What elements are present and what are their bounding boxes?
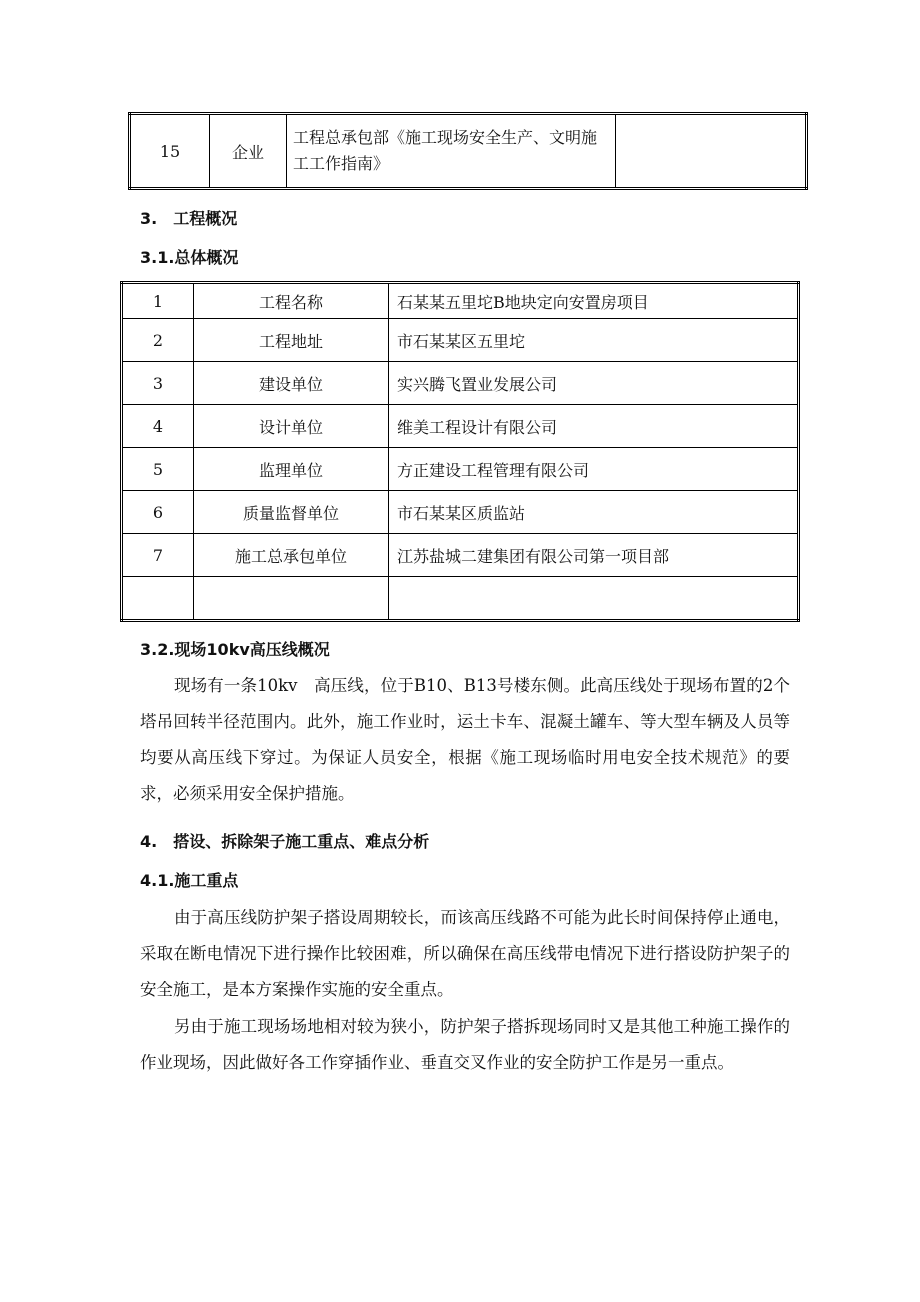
section-4-1-paragraph-1: 由于高压线防护架子搭设周期较长，而该高压线路不可能为此长时间保持停止通电，采取在断电情况下进行操作比较困难，所以确保在高压线带电情况下进行搭设防护架子的安全施工，是本方案操作实施的安全重点。 xyxy=(140,908,790,999)
cell-key: 建设单位 xyxy=(194,362,389,405)
cell-value: 市石某某区五里坨 xyxy=(389,319,799,362)
cell-value: 市石某某区质监站 xyxy=(389,491,799,534)
section-4-heading: 4. 搭设、拆除架子施工重点、难点分析 xyxy=(140,832,430,851)
row-note xyxy=(616,114,807,189)
section-4-1-heading: 4.1.施工重点 xyxy=(140,871,239,890)
cell-key: 设计单位 xyxy=(194,405,389,448)
cell-key: 工程名称 xyxy=(194,283,389,319)
cell-key: 施工总承包单位 xyxy=(194,534,389,577)
table-row xyxy=(122,362,799,405)
cell-num: 1 xyxy=(122,283,194,319)
cell-num xyxy=(122,577,194,621)
cell-value: 实兴腾飞置业发展公司 xyxy=(389,362,799,405)
row-type: 企业 xyxy=(210,114,287,189)
table-row xyxy=(122,491,799,534)
row-text: 工程总承包部《施工现场安全生产、文明施工工作指南》 xyxy=(287,114,616,189)
cell-value: 维美工程设计有限公司 xyxy=(389,405,799,448)
cell-key: 质量监督单位 xyxy=(194,491,389,534)
section-4-1-paragraph-2: 另由于施工现场场地相对较为狭小，防护架子搭拆现场同时又是其他工种施工操作的作业现场，因此做好各工作穿插作业、垂直交叉作业的安全防护工作是另一重点。 xyxy=(140,1017,790,1072)
table-row xyxy=(122,534,799,577)
overview-table xyxy=(120,281,800,622)
cell-value xyxy=(389,577,799,621)
cell-num: 3 xyxy=(122,362,194,405)
table-row xyxy=(130,114,807,189)
previous-table xyxy=(128,112,808,190)
cell-key xyxy=(194,577,389,621)
table-row xyxy=(122,405,799,448)
section-3-2-paragraph: 现场有一条10kv 高压线，位于B10、B13号楼东侧。此高压线处于现场布置的2个塔吊回转半径范围内。此外，施工作业时，运土卡车、混凝土罐车、等大型车辆及人员等均要从高压线下穿过。为保证人员安全，根据《施工现场临时用电安全技术规范》的要求，必须采用安全保护措施。 xyxy=(140,676,790,803)
cell-value: 石某某五里坨B地块定向安置房项目 xyxy=(389,283,799,319)
table-row xyxy=(122,283,799,319)
row-number: 15 xyxy=(130,114,210,189)
table-row xyxy=(122,448,799,491)
table-row xyxy=(122,319,799,362)
cell-num: 2 xyxy=(122,319,194,362)
cell-key: 工程地址 xyxy=(194,319,389,362)
cell-num: 6 xyxy=(122,491,194,534)
cell-num: 7 xyxy=(122,534,194,577)
table-row xyxy=(122,577,799,621)
section-3-heading: 3. 工程概况 xyxy=(140,209,238,228)
section-3-2-heading: 3.2.现场10kv高压线概况 xyxy=(140,640,330,659)
section-3-1-heading: 3.1.总体概况 xyxy=(140,248,239,267)
cell-num: 4 xyxy=(122,405,194,448)
cell-value: 江苏盐城二建集团有限公司第一项目部 xyxy=(389,534,799,577)
cell-key: 监理单位 xyxy=(194,448,389,491)
cell-value: 方正建设工程管理有限公司 xyxy=(389,448,799,491)
cell-num: 5 xyxy=(122,448,194,491)
